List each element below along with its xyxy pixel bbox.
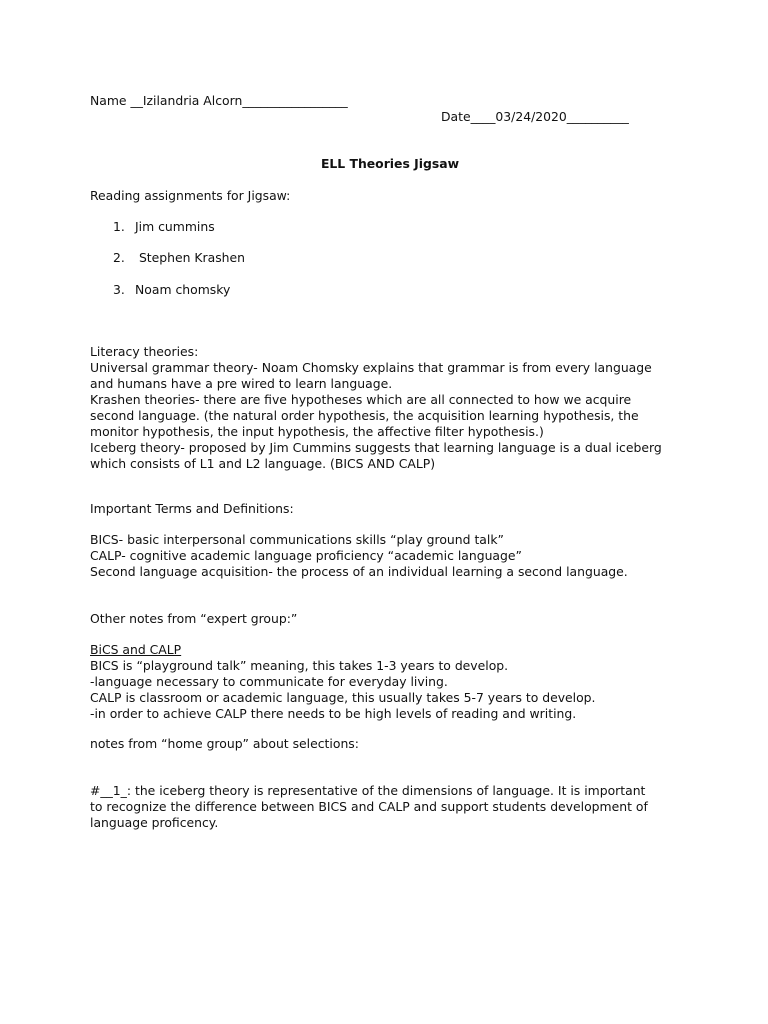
list-item-text: Noam chomsky <box>135 282 231 297</box>
paragraph-line: which consists of L1 and L2 language. (BICS AND CALP) <box>90 456 436 471</box>
note-line: CALP is classroom or academic language, this usually takes 5-7 years to develop. <box>90 690 596 705</box>
reading-assignments-heading: Reading assignments for Jigsaw: <box>90 188 291 203</box>
reading-list-item <box>113 219 215 235</box>
definition-line: Second language acquisition- the process of an individual learning a second language. <box>90 564 628 579</box>
paragraph-line: monitor hypothesis, the input hypothesis, the affective filter hypothesis.) <box>90 424 544 439</box>
definition-line: BICS- basic interpersonal communications skills “play ground talk” <box>90 532 504 547</box>
document-title: ELL Theories Jigsaw <box>320 156 460 171</box>
paragraph-line: second language. (the natural order hypothesis, the acquisition learning hypothesis, the <box>90 408 639 423</box>
list-item-text: Stephen Krashen <box>135 250 246 265</box>
note-line: #__1_: the iceberg theory is representative of the dimensions of language. It is important <box>90 783 646 798</box>
note-line: -language necessary to communicate for everyday living. <box>90 674 448 689</box>
bics-calp-section <box>90 642 690 722</box>
list-number: 2. <box>113 250 125 265</box>
home-note-1 <box>90 783 690 831</box>
terms-heading: Important Terms and Definitions: <box>90 501 294 516</box>
bics-calp-subtitle: BiCS and CALP <box>90 642 182 657</box>
expert-group-heading: Other notes from “expert group:” <box>90 611 298 626</box>
note-line: BICS is “playground talk” meaning, this takes 1-3 years to develop. <box>90 658 509 673</box>
reading-list-item <box>113 282 230 298</box>
literacy-theories-heading: Literacy theories: <box>90 344 199 359</box>
note-line: -in order to achieve CALP there needs to be high levels of reading and writing. <box>90 706 577 721</box>
definitions-section <box>90 532 690 580</box>
literacy-theories-section <box>90 344 690 472</box>
paragraph-line: Universal grammar theory- Noam Chomsky explains that grammar is from every language <box>90 360 652 375</box>
list-number: 1. <box>113 219 125 234</box>
list-number: 3. <box>113 282 125 297</box>
definition-line: CALP- cognitive academic language proficiency “academic language” <box>90 548 522 563</box>
note-line: language proficency. <box>90 815 219 830</box>
note-line: to recognize the difference between BICS and CALP and support students development of <box>90 799 648 814</box>
list-item-text: Jim cummins <box>135 219 215 234</box>
paragraph-line: and humans have a pre wired to learn language. <box>90 376 393 391</box>
date-field-line: Date____03/24/2020__________ <box>441 109 629 124</box>
name-field-line: Name __Izilandria Alcorn_________________ <box>90 93 348 108</box>
reading-list-item <box>113 250 245 266</box>
home-group-heading: notes from “home group” about selections: <box>90 736 359 751</box>
paragraph-line: Iceberg theory- proposed by Jim Cummins suggests that learning language is a dual iceberg <box>90 440 662 455</box>
paragraph-line: Krashen theories- there are five hypotheses which are all connected to how we acquire <box>90 392 632 407</box>
